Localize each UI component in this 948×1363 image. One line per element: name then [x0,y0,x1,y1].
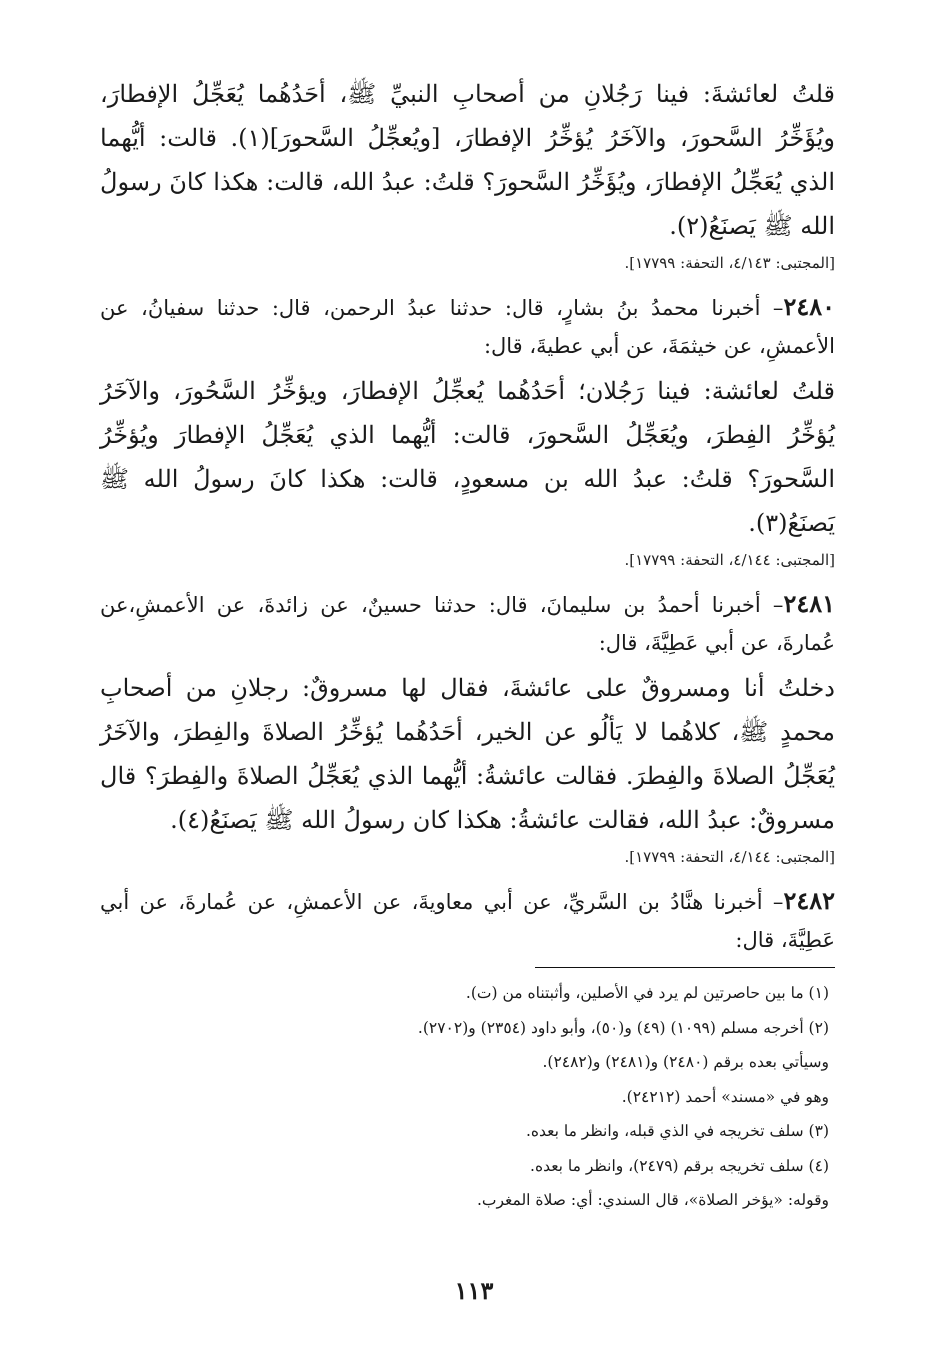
footnote: (٢) أخرجه مسلم (١٠٩٩) (٤٩) و(٥٠)، وأبو داود (٢٣٥٤) و(٢٧٠٢). [417,1018,829,1037]
footnote-divider [535,967,835,968]
footnote: (٤) سلف تخريجه برقم (٢٤٧٩)، وانظر ما بعده. [530,1156,829,1175]
hadith-entry [100,585,835,662]
footnotes [100,976,835,1218]
hadith-number: ٢٤٨٢ [783,886,835,915]
footnote: وهو في «مسند» أحمد (٢٤٢١٢). [621,1087,829,1106]
page-number: ١١٣ [454,1276,494,1305]
hadith-number: ٢٤٨١ [783,589,835,618]
hadith-chain: – أخبرنا هنَّادُ بن السَّريِّ، عن أبي معاويةَ، عن الأعمشِ، عن عُمارةَ، عن أبي عَطِيَّةَ، قال: [100,890,835,952]
footnote: وسيأتي بعده برقم (٢٤٨٠) و(٢٤٨١) و(٢٤٨٢). [542,1053,829,1071]
source-reference: [المجتبى: ٤/١٤٤، التحفة: ١٧٧٩٩]. [624,848,835,866]
hadith-chain: – أخبرنا أحمدُ بن سليمانَ، قال: حدثنا حسينٌ، عن زائدةَ، عن الأعمشِ،عن عُمارةَ، عن أبي عَطِيَّةَ، قال: [100,593,835,655]
hadith-chain: – أخبرنا محمدُ بنُ بشارٍ، قال: حدثنا عبدُ الرحمن، قال: حدثنا سفيانُ، عن الأعمشِ، عن خيثمَةَ، عن أبي عطيةَ، قال: [100,296,835,358]
hadith-entry [100,882,835,959]
text-paragraph: قلتُ لعائشة: فينا رَجُلان؛ أحَدُهُما يُعجِّلُ الإفطارَ، ويؤخِّرُ السَّحُورَ، والآخَرُ يُؤخِّرُ الفِطرَ، ويُعَجِّلُ السَّحورَ، قالت: أيُّهما الذي يُعَجِّلُ الإفطارَ ويُؤخِّرُ السَّحورَ؟ قلتُ: عبدُ الله بن مسعودٍ، قالت: هكذا كانَ رسولُ الله ﷺ يَصنَعُ(٣). [100,377,835,537]
footnote: وقوله: «يؤخر الصلاة»، قال السندي: أي: صلاة المغرب. [476,1191,829,1209]
source-reference: [المجتبى: ٤/١٤٣، التحفة: ١٧٧٩٩]. [624,254,835,272]
hadith-entry [100,288,835,365]
source-reference: [المجتبى: ٤/١٤٤، التحفة: ١٧٧٩٩]. [624,551,835,569]
text-paragraph: قلتُ لعائشةَ: فينا رَجُلانِ من أصحابِ النبيِّ ﷺ، أحَدُهُما يُعَجِّلُ الإفطارَ، ويُؤَخِّرُ السَّحورَ، والآخَرُ يُؤخِّرُ الإفطارَ، [ويُعجِّلُ السَّحورَ](١). قالت: أيُّهما الذي يُعَجِّلُ الإفطارَ، ويُؤَخِّرُ السَّحورَ؟ قلتُ: عبدُ الله، قالت: هكذا كانَ رسولُ الله ﷺ يَصنَعُ(٢). [100,80,835,240]
text-paragraph: دخلتُ أنا ومسروقٌ على عائشةَ، فقال لها مسروقٌ: رجلانِ من أصحابِ محمدٍ ﷺ، كلاهُما لا يَألُو عن الخير، أحَدُهُما يُؤخِّرُ الصلاةَ والفِطرَ، والآخَرُ يُعَجِّلُ الصلاةَ والفِطرَ. فقالت عائشةُ: أيُّهما الذي يُعَجِّلُ الصلاةَ والفِطرَ؟ قال مسروقٌ: عبدُ الله، فقالت عائشةُ: هكذا كان رسولُ الله ﷺ يَصنَعُ(٤). [100,674,835,834]
footnote: (٣) سلف تخريجه في الذي قبله، وانظر ما بعده. [525,1122,829,1140]
hadith-number: ٢٤٨٠ [783,292,835,321]
page-body [100,72,835,1218]
footnote: (١) ما بين حاصرتين لم يرد في الأصلين، وأثبتناه من (ت). [465,984,829,1002]
